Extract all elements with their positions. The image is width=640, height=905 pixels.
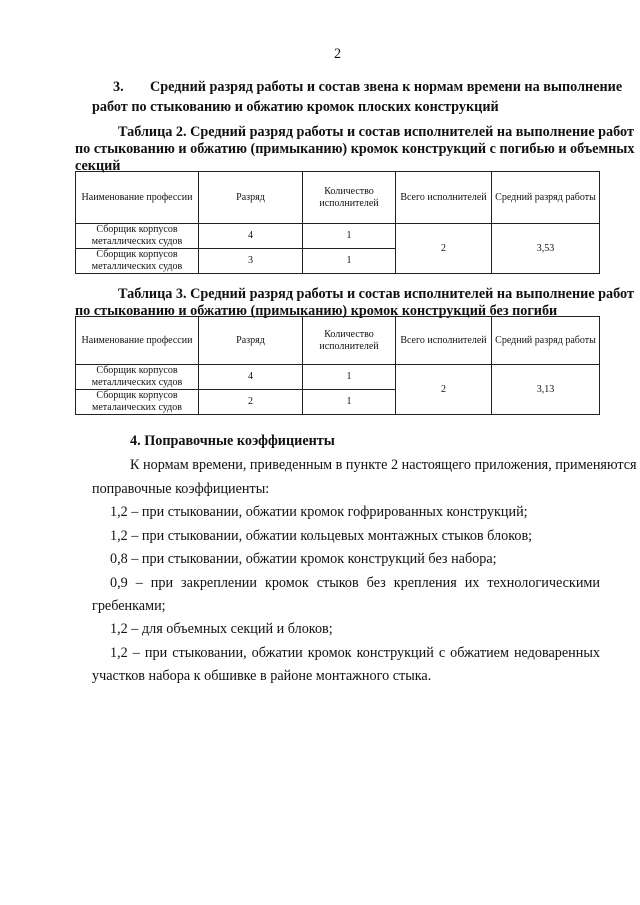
total-cell: 2 xyxy=(396,224,492,274)
table-2-title-end: секций xyxy=(75,158,121,174)
section-3-heading-cont: работ по стыкованию и обжатию кромок плоских конструкций xyxy=(92,99,499,115)
profession-cell: Сборщик корпусов металлических судов xyxy=(76,365,199,390)
coefficient-item-cont: гребенками; xyxy=(92,598,166,614)
avg-grade-cell: 3,13 xyxy=(492,365,600,415)
count-cell: 1 xyxy=(303,224,396,249)
profession-cell: Сборщик корпусов металлических судов xyxy=(76,224,199,249)
grade-cell: 4 xyxy=(199,365,303,390)
section-3-heading: Средний разряд работы и состав звена к нормам времени на выполнение xyxy=(150,79,623,95)
section-4-heading: 4. Поправочные коэффициенты xyxy=(130,433,335,449)
header-cell: Всего исполнителей xyxy=(396,317,492,365)
table-2-title-cont: по стыкованию и обжатию (примыканию) кромок конструкций с погибью и объемных xyxy=(75,141,635,157)
table-3-title-cont: по стыкованию и обжатию (примыканию) кромок конструкций без погиби xyxy=(75,303,558,319)
table-3 xyxy=(75,316,600,415)
header-cell: Всего исполнителей xyxy=(396,172,492,224)
header-cell: Разряд xyxy=(199,172,303,224)
coefficient-item: 0,9 – при закреплении кромок стыков без крепления их технологическими xyxy=(110,575,600,591)
coefficient-item: 1,2 – при стыковании, обжатии кольцевых монтажных стыков блоков; xyxy=(110,528,533,544)
count-cell: 1 xyxy=(303,390,396,415)
header-cell: Количество исполнителей xyxy=(303,317,396,365)
header-cell: Наименование профессии xyxy=(76,317,199,365)
coefficient-item: 0,8 – при стыковании, обжатии кромок конструкций без набора; xyxy=(110,551,497,567)
page-number: 2 xyxy=(334,46,342,62)
coefficient-item-cont: участков набора к обшивке в районе монтажного стыка. xyxy=(92,668,432,684)
total-cell: 2 xyxy=(396,365,492,415)
paragraph: К нормам времени, приведенным в пункте 2 настоящего приложения, применяются xyxy=(130,457,637,473)
grade-cell: 4 xyxy=(199,224,303,249)
avg-grade-cell: 3,53 xyxy=(492,224,600,274)
header-cell: Средний разряд работы xyxy=(492,317,600,365)
count-cell: 1 xyxy=(303,365,396,390)
section-3-number: 3. xyxy=(113,79,124,95)
header-cell: Количество исполнителей xyxy=(303,172,396,224)
grade-cell: 3 xyxy=(199,249,303,274)
paragraph: поправочные коэффициенты: xyxy=(92,481,270,497)
coefficient-item: 1,2 – для объемных секций и блоков; xyxy=(110,621,333,637)
coefficient-item: 1,2 – при стыковании, обжатии кромок конструкций с обжатием недоваренных xyxy=(110,645,600,661)
header-cell: Средний разряд работы xyxy=(492,172,600,224)
header-cell: Разряд xyxy=(199,317,303,365)
header-cell: Наименование профессии xyxy=(76,172,199,224)
grade-cell: 2 xyxy=(199,390,303,415)
coefficient-item: 1,2 – при стыковании, обжатии кромок гофрированных конструкций; xyxy=(110,504,528,520)
table-3-title: Таблица 3. Средний разряд работы и состав исполнителей на выполнение работ xyxy=(118,286,634,302)
table-2 xyxy=(75,171,600,274)
table-2-title: Таблица 2. Средний разряд работы и состав исполнителей на выполнение работ xyxy=(118,124,634,140)
count-cell: 1 xyxy=(303,249,396,274)
profession-cell: Сборщик корпусов металаических судов xyxy=(76,390,199,415)
profession-cell: Сборщик корпусов металлических судов xyxy=(76,249,199,274)
